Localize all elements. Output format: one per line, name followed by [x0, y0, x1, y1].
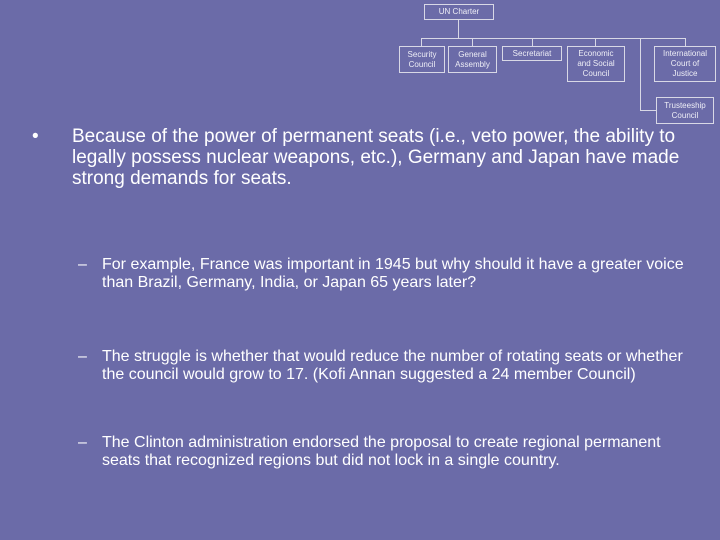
connector-drop-3: [532, 38, 533, 46]
connector-drop-5: [685, 38, 686, 46]
bullet-marker: •: [32, 126, 39, 147]
org-box-general-assembly: General Assembly: [448, 46, 497, 73]
org-box-ecosoc: Economic and Social Council: [567, 46, 625, 82]
connector-root-down: [458, 20, 459, 38]
sub-bullet-text: The struggle is whether that would reduce the number of rotating seats or whether the council would grow to 17. (Kofi Annan suggested a 24 member Council): [102, 348, 683, 383]
bullet-text: Because of the power of permanent seats (i.e., veto power, the ability to legally possess nuclear weapons, etc.), Germany and Japan have made strong demands for seats.: [72, 126, 680, 189]
org-box-icj: International Court of Justice: [654, 46, 716, 82]
sub-bullet-text: For example, France was important in 1945 but why should it have a greater voice than Brazil, Germany, India, or Japan 65 years later?: [102, 256, 684, 291]
connector-horizontal: [421, 38, 686, 39]
sub-bullet-text: The Clinton administration endorsed the proposal to create regional permanent seats that recognized regions but did not lock in a single country.: [102, 434, 661, 469]
org-chart: [0, 0, 720, 130]
sub-bullet-1: [78, 256, 688, 292]
connector-drop-1: [421, 38, 422, 46]
sub-bullet-2: [78, 348, 688, 384]
org-box-secretariat: Secretariat: [502, 46, 562, 61]
sub-bullet-3: [78, 434, 688, 470]
sub-bullet-marker: –: [78, 256, 87, 273]
connector-drop-2: [472, 38, 473, 46]
org-root-box: UN Charter: [424, 4, 494, 20]
sub-bullet-marker: –: [78, 348, 87, 365]
connector-drop-4: [595, 38, 596, 46]
connector-trust-horizontal: [640, 110, 656, 111]
main-bullet: [32, 126, 692, 189]
org-box-security-council: Security Council: [399, 46, 445, 73]
connector-trust-vertical: [640, 38, 641, 110]
sub-bullet-marker: –: [78, 434, 87, 451]
org-box-trusteeship-council: Trusteeship Council: [656, 97, 714, 124]
